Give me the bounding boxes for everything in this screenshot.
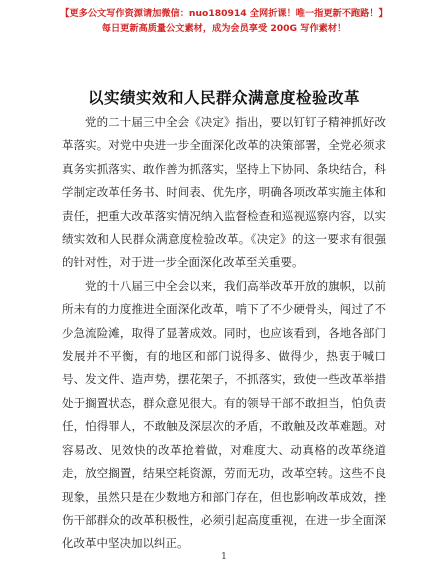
promo-banner [0, 6, 448, 36]
body-paragraph-2: 党的十八届三中全会以来，我们高举改革开放的旗帜，以前所未有的力度推进全面深化改革，啃下了不少硬骨头，闯过了不少急流险滩，取得了显著成效。同时，也应该看到，各地各部门发展并不平衡，有的地区和部门说得多、做得少，热衷于喊口号、发文件、造声势，摆花架子，不抓落实，致使一些改革举措处于搁置状态，群众意见很大。有的领导干部不敢担当，怕负责任，怕得罪人，不敢触及深层次的矛盾，不敢触及改革难题。对容易改、见效快的改革抢着做，对难度大、动真格的改革绕道走，放空搁置，结果空耗资源，劳而无功，改革空转。这些不良现象，虽然只是在少数地方和部门存在，但也影响改革成效，挫伤干部群众的改革积极性，必须引起高度重视，在进一步全面深化改革中坚决加以纠正。 [62, 278, 386, 551]
promo-banner-line1: 【更多公文写作资源请加微信：nuo180914 全网折课！唯一指更新不跑路！】 [60, 8, 388, 19]
document-title: 以实绩实效和人民群众满意度检验改革 [87, 89, 360, 107]
promo-banner-line2: 每日更新高质量公文素材，成为会员享受 200G 写作素材！ [101, 23, 347, 34]
document-body [62, 111, 386, 556]
page-number: 1 [221, 552, 227, 562]
body-paragraph-1: 党的二十届三中全会《决定》指出，要以钉钉子精神抓好改革落实。对党中央进一步全面深化改革的决策部署，全党必须求真务实抓落实、敢作善为抓落实，坚持上下协同、条块结合，科学制定改革任务书、时间表、优先序，明确各项改革实施主体和责任，把重大改革落实情况纳入监督检查和巡视巡察内容，以实绩实效和人民群众满意度检验改革。《决定》的这一要求有很强的针对性，对于进一步全面深化改革至关重要。 [62, 115, 386, 270]
